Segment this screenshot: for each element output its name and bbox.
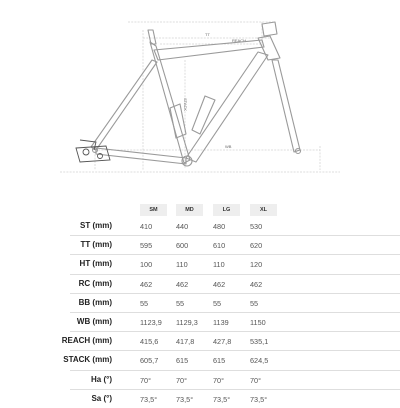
geometry-cell: 535,1 (250, 337, 269, 347)
size-header-sm: SM (140, 204, 167, 216)
bike-frame (91, 22, 301, 166)
size-header-xl: XL (250, 204, 277, 216)
geometry-row (70, 390, 400, 408)
geometry-cell: 427,8 (213, 337, 232, 347)
geometry-cell: 55 (213, 298, 222, 308)
derailleur-pulley-upper (83, 149, 89, 155)
geometry-cell: 530 (250, 222, 263, 231)
geometry-cell: 480 (213, 222, 226, 231)
top-tube (154, 40, 264, 60)
geometry-cell: 73,5° (176, 394, 194, 404)
bottle-cage-down (192, 96, 215, 134)
geometry-cell: 70° (250, 375, 262, 385)
geometry-row (70, 275, 400, 294)
seat-stay (91, 60, 157, 150)
geometry-cell: 73,5° (250, 394, 268, 404)
geometry-cell: 70° (140, 375, 152, 385)
geometry-table (61, 203, 400, 408)
geometry-cell: 462 (213, 279, 226, 289)
geometry-row-label: Ha (°) (91, 374, 112, 384)
geometry-cell: 595 (140, 241, 153, 251)
geometry-row-label: ST (mm) (80, 221, 112, 230)
tt-label: TT (205, 32, 210, 37)
geometry-cell: 70° (176, 375, 188, 385)
geometry-row-label: STACK (mm) (63, 355, 112, 365)
wb-label: WB (225, 144, 232, 149)
geometry-row-label: BB (mm) (78, 297, 112, 307)
geometry-cell: 1139 (213, 317, 229, 327)
size-header-row (70, 203, 400, 217)
geometry-cell: 1123,9 (140, 317, 162, 327)
geometry-row-label: TT (mm) (80, 240, 112, 250)
geometry-cell: 110 (176, 260, 188, 270)
geometry-cell: 120 (250, 260, 263, 270)
geometry-cell: 417,8 (176, 337, 195, 347)
geometry-cell: 55 (250, 298, 259, 308)
geometry-row-label: Sa (°) (91, 393, 112, 403)
geometry-row-label: WB (mm) (76, 316, 112, 326)
geometry-row (70, 255, 400, 274)
dimension-lines (60, 22, 340, 172)
geometry-cell: 415,6 (140, 337, 159, 347)
geometry-row-label: RC (mm) (78, 278, 112, 288)
geometry-cell: 55 (176, 298, 185, 308)
geometry-cell: 462 (250, 279, 263, 289)
geometry-cell: 610 (213, 241, 226, 251)
geometry-cell: 605,7 (140, 356, 159, 366)
geometry-cell: 624,5 (250, 356, 269, 366)
reach-label: REACH (232, 38, 247, 43)
geometry-cell: 462 (140, 279, 153, 289)
head-tube-cap (262, 22, 277, 36)
geometry-cell: 70° (213, 375, 225, 385)
size-header-md: MD (176, 204, 203, 216)
geometry-rows (61, 217, 400, 408)
geometry-cell: 110 (213, 260, 225, 270)
geometry-cell: 73,5° (140, 394, 158, 404)
geometry-cell: 100 (140, 260, 153, 270)
frame-geometry-diagram (0, 0, 400, 200)
geometry-cell: 620 (250, 241, 263, 251)
size-header-lg: LG (213, 204, 240, 216)
geometry-cell: 410 (140, 222, 153, 231)
geometry-cell: 440 (176, 222, 189, 231)
geometry-cell: 615 (213, 356, 226, 366)
geometry-cell: 55 (140, 298, 149, 308)
geometry-cell: 462 (176, 279, 189, 289)
geometry-cell: 615 (176, 356, 189, 366)
geometry-row-label: HT (mm) (79, 259, 112, 269)
geometry-row (70, 294, 400, 313)
geometry-cell: 600 (176, 241, 189, 251)
fork (272, 60, 300, 152)
geometry-row (63, 351, 400, 370)
geometry-row (70, 236, 400, 255)
geometry-cell: 73,5° (213, 394, 231, 404)
geometry-row-label: REACH (mm) (61, 336, 112, 346)
geometry-row (70, 217, 400, 236)
geometry-row (70, 371, 400, 390)
seat-post (148, 30, 156, 44)
geometry-cell: 1150 (250, 317, 266, 327)
geometry-row (61, 332, 400, 351)
chain-stay (96, 148, 186, 164)
dimension-labels (183, 32, 246, 149)
geometry-row (70, 313, 400, 332)
geometry-cell: 1129,3 (176, 317, 198, 327)
stack-label: STACK (183, 98, 188, 112)
